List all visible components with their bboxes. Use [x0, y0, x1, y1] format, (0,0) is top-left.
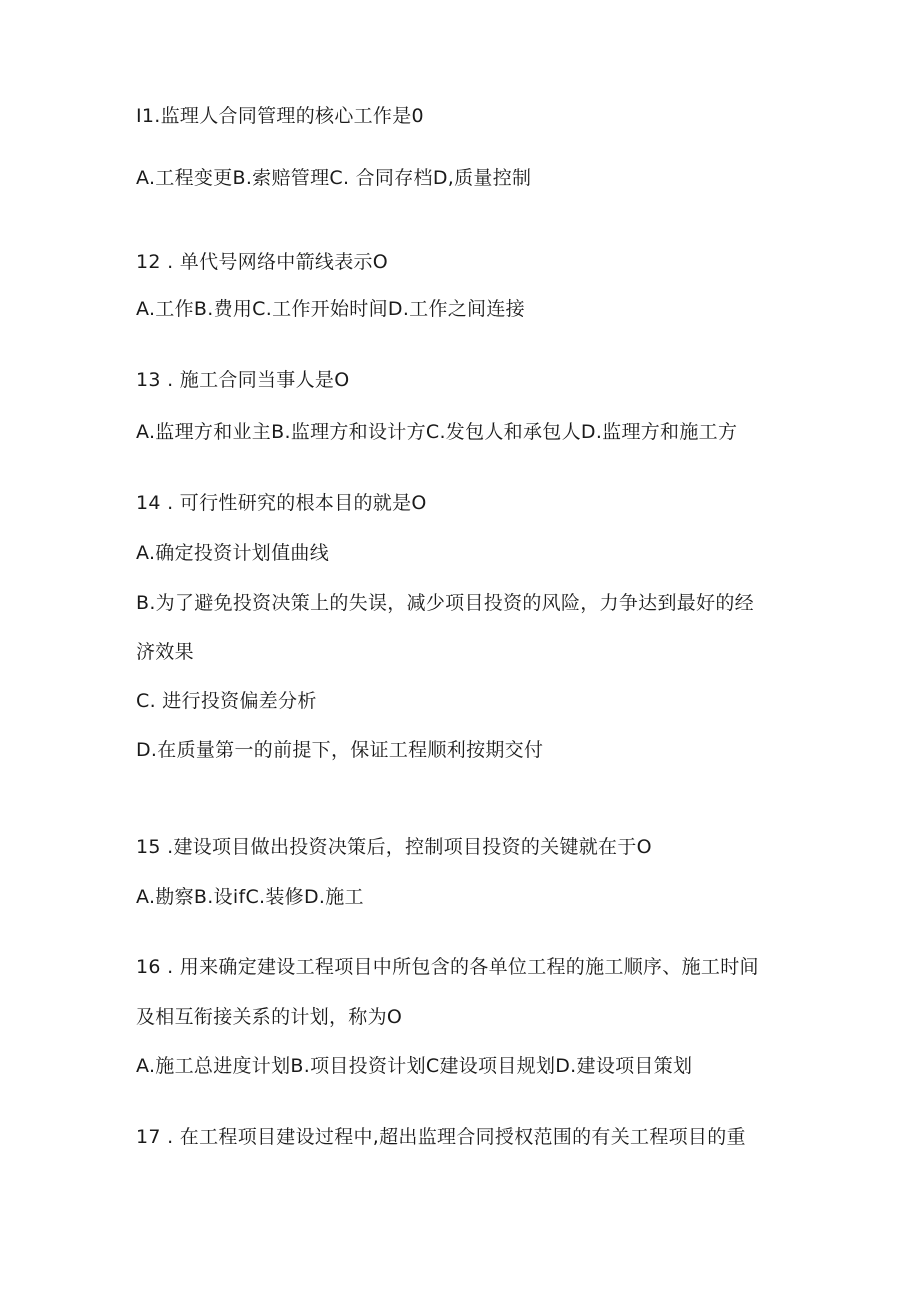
question-15-options: A.勘察B.设ifC.装修D.施工: [136, 886, 364, 908]
question-14-stem: 14 . 可行性研究的根本目的就是O: [136, 492, 427, 514]
question-13-options: A.监理方和业主B.监理方和设计方C.发包人和承包人D.监理方和施工方: [136, 421, 738, 443]
question-14-option-b-cont: 济效果: [136, 641, 194, 663]
question-11-stem: I1.监理人合同管理的核心工作是0: [136, 105, 424, 127]
question-14-option-c: C. 进行投资偏差分析: [136, 690, 317, 712]
question-14-option-a: A.确定投资计划值曲线: [136, 542, 330, 564]
question-17-stem: 17 . 在工程项目建设过程中,超出监理合同授权范围的有关工程项目的重: [136, 1126, 746, 1148]
question-14-option-b: B.为了避免投资决策上的失误，减少项目投资的风险，力争达到最好的经: [136, 592, 754, 614]
question-16-options: A.施工总进度计划B.项目投资计划C建设项目规划D.建设项目策划: [136, 1055, 693, 1077]
question-14-option-d: D.在质量第一的前提下，保证工程顺利按期交付: [136, 739, 544, 761]
question-16-stem: 16 . 用来确定建设工程项目中所包含的各单位工程的施工顺序、施工时间: [136, 956, 759, 978]
question-12-stem: 12 . 单代号网络中箭线表示O: [136, 251, 389, 273]
question-12-options: A.工作B.费用C.工作开始时间D.工作之间连接: [136, 298, 525, 320]
question-13-stem: 13 . 施工合同当事人是O: [136, 369, 350, 391]
question-15-stem: 15 .建设项目做出投资决策后，控制项目投资的关键就在于O: [136, 836, 652, 858]
question-16-stem-cont: 及相互衔接关系的计划，称为O: [136, 1006, 403, 1028]
question-11-options: A.工程变更B.索赔管理C. 合同存档D,质量控制: [136, 167, 532, 189]
